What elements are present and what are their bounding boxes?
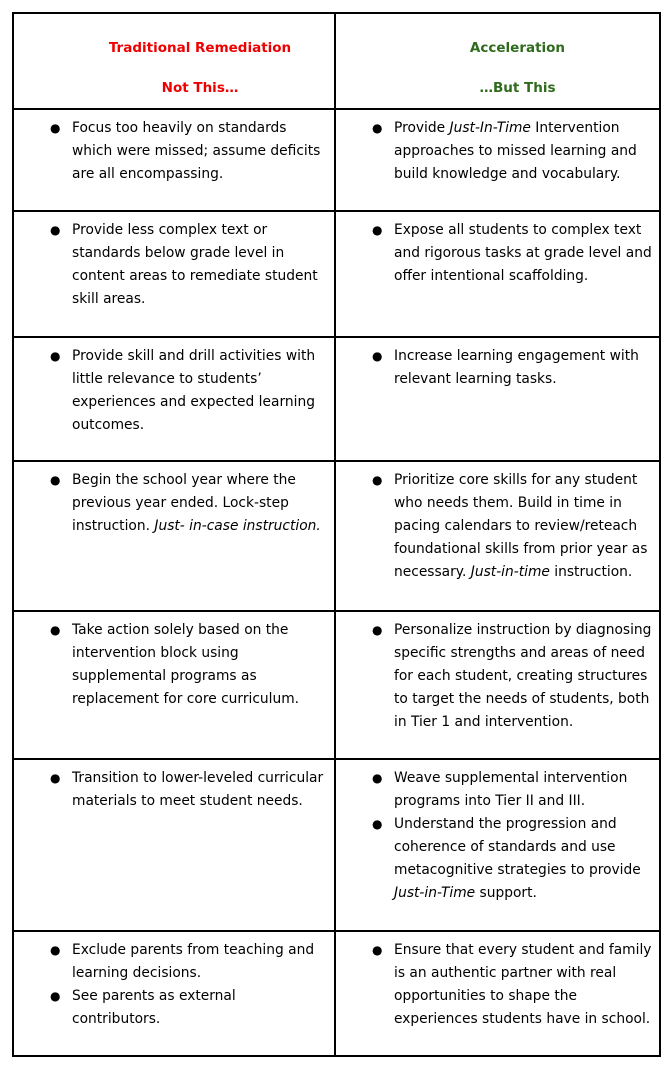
- list-item: [14, 345, 328, 437]
- bullet-text: Personalize instruction by diagnosing specific strengths and areas of need for each student, creating structures to target the needs of students, both in Tier 1 and intervention.: [394, 622, 652, 730]
- right-header-title: Acceleration: [469, 40, 566, 56]
- left-bullet-list: [14, 760, 334, 813]
- list-item: [14, 619, 328, 711]
- right-cell: [335, 461, 660, 611]
- bullet-emphasis: Just- in-case instruction.: [154, 518, 321, 534]
- table-body: [13, 109, 660, 1056]
- list-item: [336, 469, 653, 584]
- bullet-icon: ●: [50, 121, 61, 135]
- table-row: [13, 759, 660, 931]
- left-bullet-list: [14, 932, 334, 1031]
- table-row: [13, 337, 660, 461]
- right-bullet-list: [336, 462, 659, 584]
- list-item: [14, 939, 328, 985]
- bullet-icon: ●: [50, 223, 61, 237]
- left-cell: [13, 211, 335, 337]
- bullet-text: Provide skill and drill activities with little relevance to students’ experiences and expected learning outcomes.: [72, 348, 316, 433]
- bullet-icon: ●: [372, 623, 383, 637]
- right-cell: [335, 931, 660, 1056]
- bullet-text: instruction.: [549, 564, 633, 580]
- bullet-text: Begin the school year where the previous year ended. Lock-step instruction.: [72, 472, 296, 534]
- table-row: [13, 461, 660, 611]
- bullet-text: Provide: [394, 120, 450, 136]
- right-cell: [335, 759, 660, 931]
- left-bullet-list: [14, 338, 334, 437]
- table-row: [13, 211, 660, 337]
- right-cell: [335, 211, 660, 337]
- bullet-emphasis: Just-in-Time: [394, 885, 476, 901]
- bullet-icon: ●: [50, 943, 61, 957]
- bullet-text: Understand the progression and coherence of standards and use metacognitive strategies to provide: [394, 816, 641, 878]
- bullet-icon: ●: [372, 223, 383, 237]
- left-header-subtitle: Not This…: [161, 80, 239, 96]
- list-item: [14, 985, 328, 1031]
- bullet-icon: ●: [372, 121, 383, 135]
- left-cell: [13, 109, 335, 211]
- bullet-icon: ●: [372, 817, 383, 831]
- bullet-text: Provide less complex text or standards below grade level in content areas to remediate student skill areas.: [72, 222, 318, 307]
- bullet-text: Ensure that every student and family is an authentic partner with real opportunities to shape the experiences students have in school.: [394, 942, 652, 1027]
- right-cell: [335, 109, 660, 211]
- bullet-emphasis: Just-In-Time: [449, 120, 531, 136]
- right-header-subtitle: …But This: [479, 80, 556, 96]
- left-cell: [13, 931, 335, 1056]
- list-item: [336, 345, 653, 391]
- header-row: [13, 13, 660, 109]
- right-bullet-list: [336, 932, 659, 1031]
- list-item: [336, 767, 653, 813]
- list-item: [336, 939, 653, 1031]
- bullet-icon: ●: [50, 349, 61, 363]
- bullet-icon: ●: [372, 771, 383, 785]
- left-header-cell: [13, 13, 335, 109]
- right-bullet-list: [336, 612, 659, 734]
- list-item: [336, 219, 653, 288]
- list-item: [336, 619, 653, 734]
- list-item: [14, 219, 328, 311]
- table-row: [13, 611, 660, 759]
- bullet-text: Take action solely based on the intervention block using supplemental programs as replacement for core curriculum.: [72, 622, 300, 707]
- right-bullet-list: [336, 338, 659, 391]
- right-bullet-list: [336, 760, 659, 905]
- left-bullet-list: [14, 110, 334, 186]
- left-bullet-list: [14, 612, 334, 711]
- table-row: [13, 109, 660, 211]
- right-cell: [335, 611, 660, 759]
- left-cell: [13, 611, 335, 759]
- bullet-icon: ●: [372, 349, 383, 363]
- bullet-text: See parents as external contributors.: [72, 988, 236, 1027]
- list-item: [14, 767, 328, 813]
- bullet-icon: ●: [50, 473, 61, 487]
- left-bullet-list: [14, 462, 334, 538]
- left-cell: [13, 337, 335, 461]
- left-header-title: Traditional Remediation: [108, 40, 292, 56]
- bullet-icon: ●: [372, 943, 383, 957]
- bullet-text: Exclude parents from teaching and learning decisions.: [72, 942, 315, 981]
- table-row: [13, 931, 660, 1056]
- bullet-text: Focus too heavily on standards which were missed; assume deficits are all encompassing.: [72, 120, 321, 182]
- list-item: [336, 813, 653, 905]
- right-cell: [335, 337, 660, 461]
- right-bullet-list: [336, 212, 659, 288]
- bullet-icon: ●: [372, 473, 383, 487]
- bullet-emphasis: Just-in-time: [470, 564, 550, 580]
- right-bullet-list: [336, 110, 659, 186]
- bullet-icon: ●: [50, 771, 61, 785]
- bullet-text: Prioritize core skills for any student who needs them. Build in time in pacing calendars to review/reteach foundational skills from prior year as necessary.: [394, 472, 648, 580]
- bullet-text: support.: [475, 885, 537, 901]
- left-bullet-list: [14, 212, 334, 311]
- right-header-cell: [335, 13, 660, 109]
- bullet-icon: ●: [50, 623, 61, 637]
- comparison-table: [12, 12, 661, 1057]
- bullet-text: Weave supplemental intervention programs into Tier II and III.: [394, 770, 628, 809]
- list-item: [14, 117, 328, 186]
- list-item: [336, 117, 653, 186]
- left-cell: [13, 461, 335, 611]
- bullet-text: Intervention approaches to missed learning and build knowledge and vocabulary.: [394, 120, 637, 182]
- bullet-text: Increase learning engagement with relevant learning tasks.: [394, 348, 639, 387]
- bullet-text: Transition to lower-leveled curricular materials to meet student needs.: [72, 770, 324, 809]
- left-cell: [13, 759, 335, 931]
- list-item: [14, 469, 328, 538]
- bullet-icon: ●: [50, 989, 61, 1003]
- bullet-text: Expose all students to complex text and rigorous tasks at grade level and offer intentional scaffolding.: [394, 222, 652, 284]
